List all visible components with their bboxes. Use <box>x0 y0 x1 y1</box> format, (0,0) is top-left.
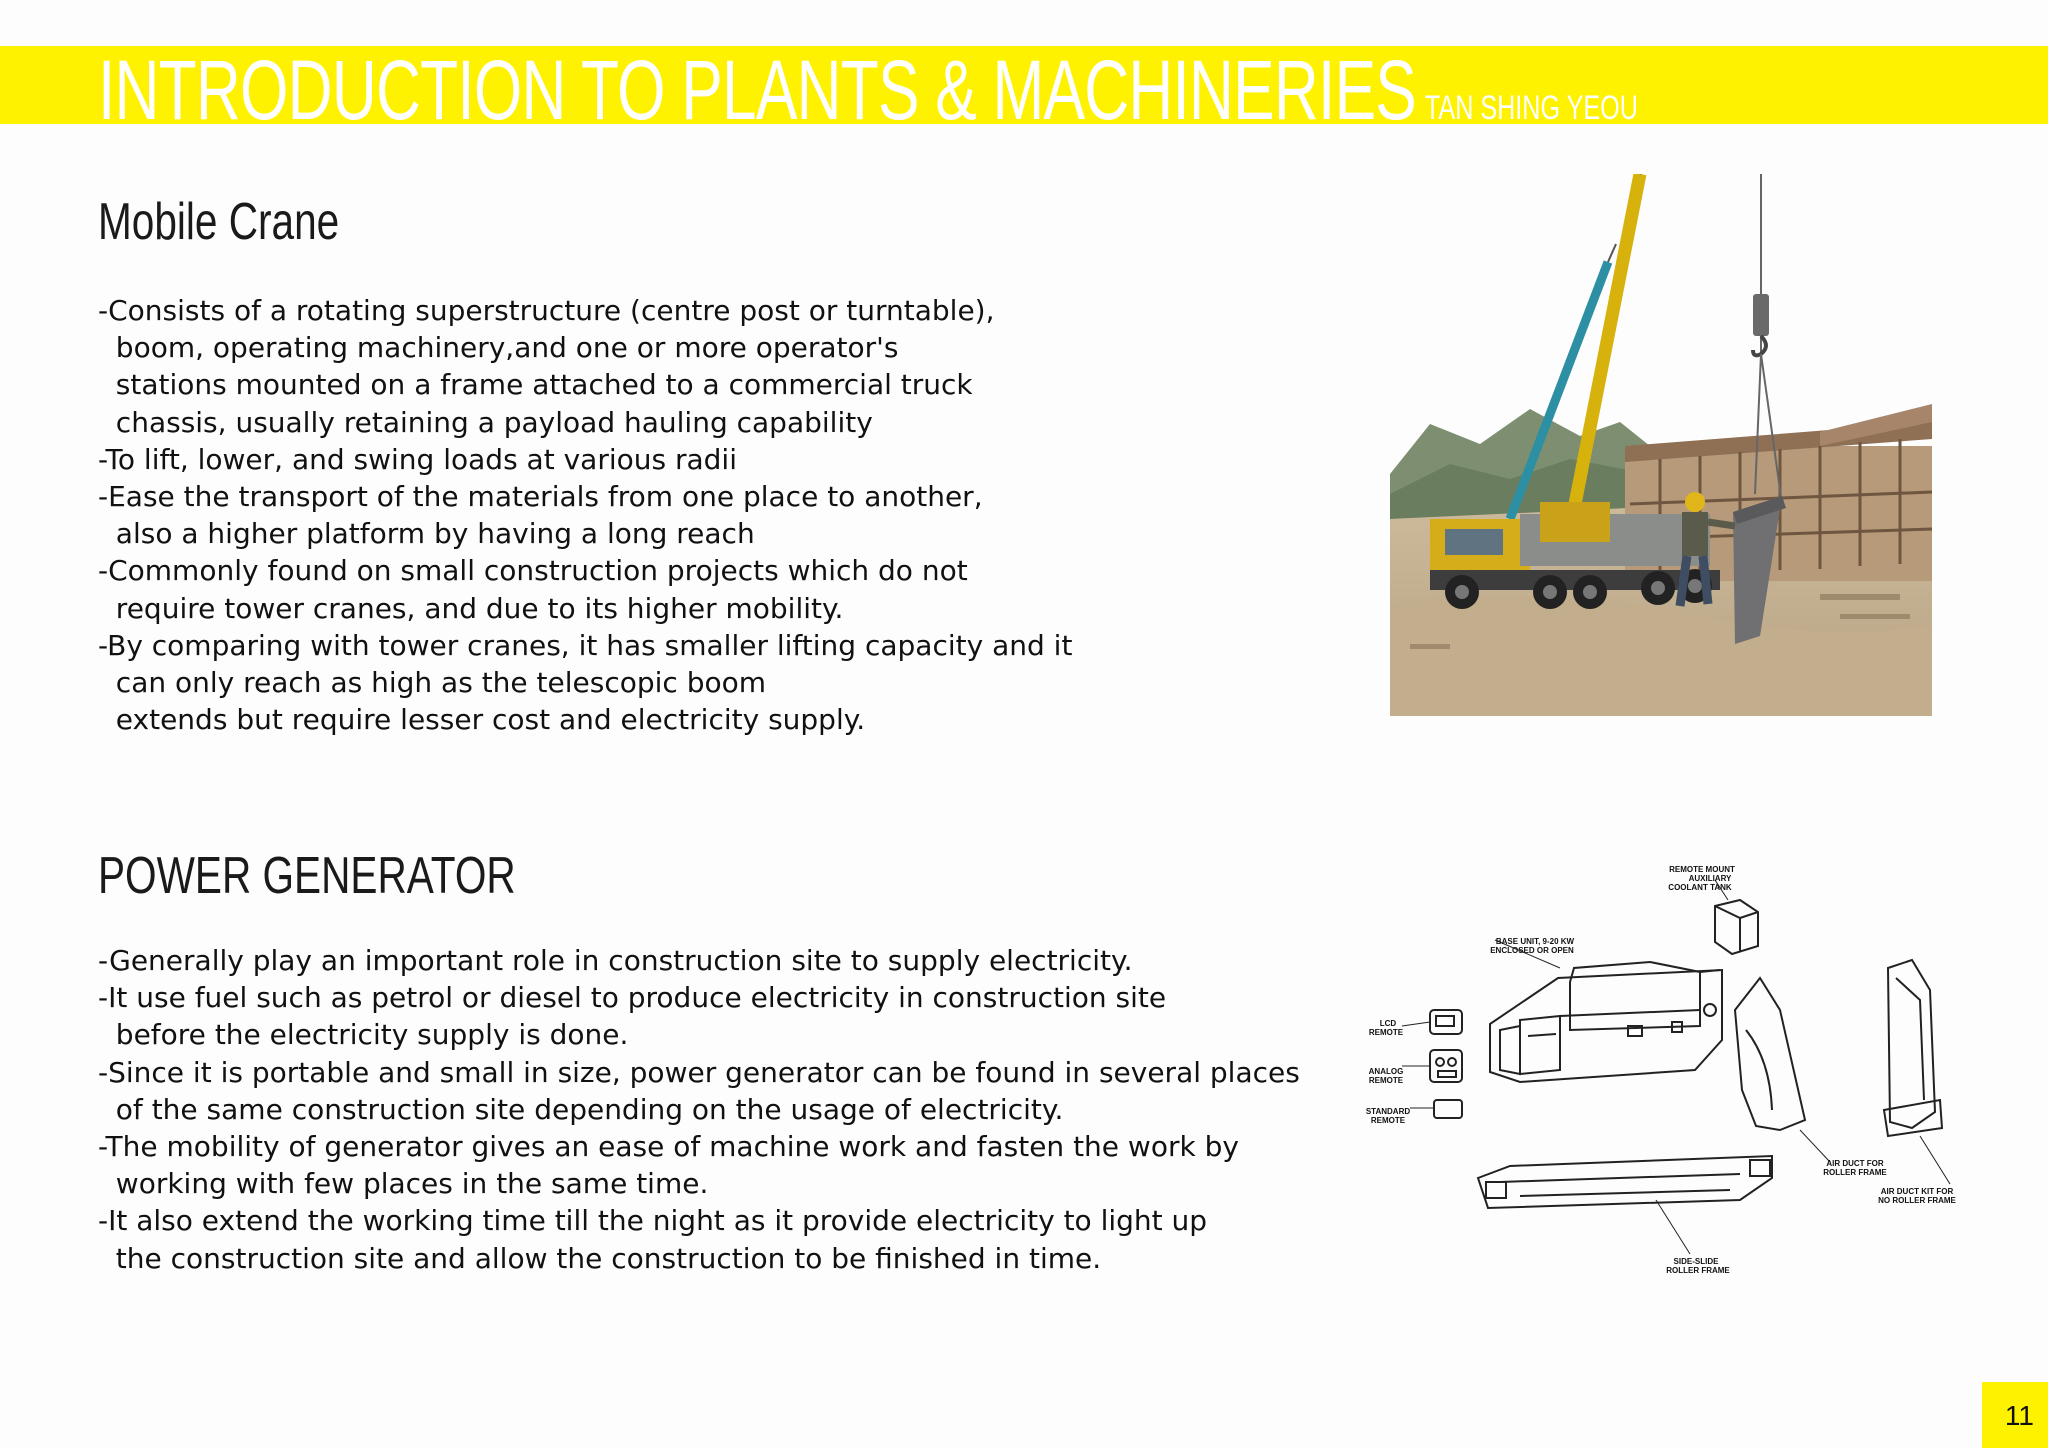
list-item: can only reach as high as the telescopic boom <box>98 666 767 700</box>
header-band <box>0 46 2048 124</box>
list-item: -By comparing with tower cranes, it has smaller lifting capacity and it <box>98 628 1073 662</box>
list-item: of the same construction site depending on the usage of electricity. <box>98 1092 1064 1126</box>
diagram-label-coolant-tank-3: COOLANT TANK <box>1668 883 1732 892</box>
diagram-label-coolant-tank-1: REMOTE MOUNT <box>1669 865 1735 874</box>
diagram-label-base-unit-2: ENCLOSED OR OPEN <box>1490 946 1574 955</box>
list-item: -It use fuel such as petrol or diesel to produce electricity in construction site <box>98 981 1167 1015</box>
list-item: the construction site and allow the construction to be finished in time. <box>98 1241 1102 1275</box>
list-item: -The mobility of generator gives an ease of machine work and fasten the work by <box>98 1130 1239 1164</box>
mobile-crane-photo <box>1390 174 1932 716</box>
power-generator-description <box>98 942 1300 1277</box>
list-item: stations mounted on a frame attached to a commercial truck <box>98 368 973 402</box>
diagram-label-standard-remote-1: STANDARD <box>1365 1107 1411 1116</box>
diagram-label-side-slide-2: ROLLER FRAME <box>1666 1266 1730 1275</box>
page-number-badge <box>1982 1382 2048 1448</box>
list-item: extends but require lesser cost and electricity supply. <box>98 703 866 737</box>
list-item: also a higher platform by having a long reach <box>98 517 755 551</box>
diagram-label-air-duct-kit-1: AIR DUCT KIT FOR <box>1880 1187 1954 1196</box>
power-generator-diagram <box>1360 860 1970 1280</box>
diagram-label-air-duct-kit-2: NO ROLLER FRAME <box>1878 1196 1956 1205</box>
mobile-crane-description <box>98 292 1072 738</box>
list-item: -To lift, lower, and swing loads at various radii <box>98 442 737 476</box>
section-title-power-generator: POWER GENERATOR <box>98 847 516 905</box>
diagram-label-side-slide-1: SIDE-SLIDE <box>1673 1257 1719 1266</box>
page-title-text: INTRODUCTION TO PLANTS & MACHINERIES <box>98 46 1417 124</box>
list-item: -Consists of a rotating superstructure (centre post or turntable), <box>98 294 995 327</box>
diagram-label-air-duct-roller-2: ROLLER FRAME <box>1823 1168 1887 1177</box>
diagram-label-base-unit-1: BASE UNIT, 9-20 KW <box>1495 937 1575 946</box>
list-item: working with few places in the same time. <box>98 1167 709 1201</box>
list-item: -Since it is portable and small in size, power generator can be found in several places <box>98 1055 1300 1089</box>
list-item: require tower cranes, and due to its higher mobility. <box>98 591 844 625</box>
list-item: chassis, usually retaining a payload hauling capability <box>98 405 873 439</box>
list-item: -Ease the transport of the materials from one place to another, <box>98 480 983 514</box>
list-item: -Commonly found on small construction projects which do not <box>98 554 968 588</box>
diagram-label-air-duct-roller-1: AIR DUCT FOR <box>1826 1159 1884 1168</box>
diagram-label-lcd-remote-2: REMOTE <box>1368 1028 1404 1037</box>
list-item: -Generally play an important role in construction site to supply electricity. <box>98 944 1133 977</box>
diagram-label-lcd-remote-1: LCD <box>1379 1019 1397 1028</box>
section-title-mobile-crane: Mobile Crane <box>98 193 340 251</box>
diagram-label-standard-remote-2: REMOTE <box>1370 1116 1406 1125</box>
list-item: before the electricity supply is done. <box>98 1018 629 1052</box>
diagram-label-analog-remote-2: REMOTE <box>1368 1076 1404 1085</box>
page-number: 11 <box>2004 1400 2034 1431</box>
author-name: TAN SHING YEOU <box>1424 89 1638 124</box>
diagram-label-analog-remote-1: ANALOG <box>1368 1067 1404 1076</box>
diagram-label-coolant-tank-2: AUXILIARY <box>1688 874 1732 883</box>
list-item: boom, operating machinery,and one or more operator's <box>98 331 899 365</box>
page-title <box>98 48 1638 124</box>
list-item: -It also extend the working time till the night as it provide electricity to light up <box>98 1204 1208 1238</box>
